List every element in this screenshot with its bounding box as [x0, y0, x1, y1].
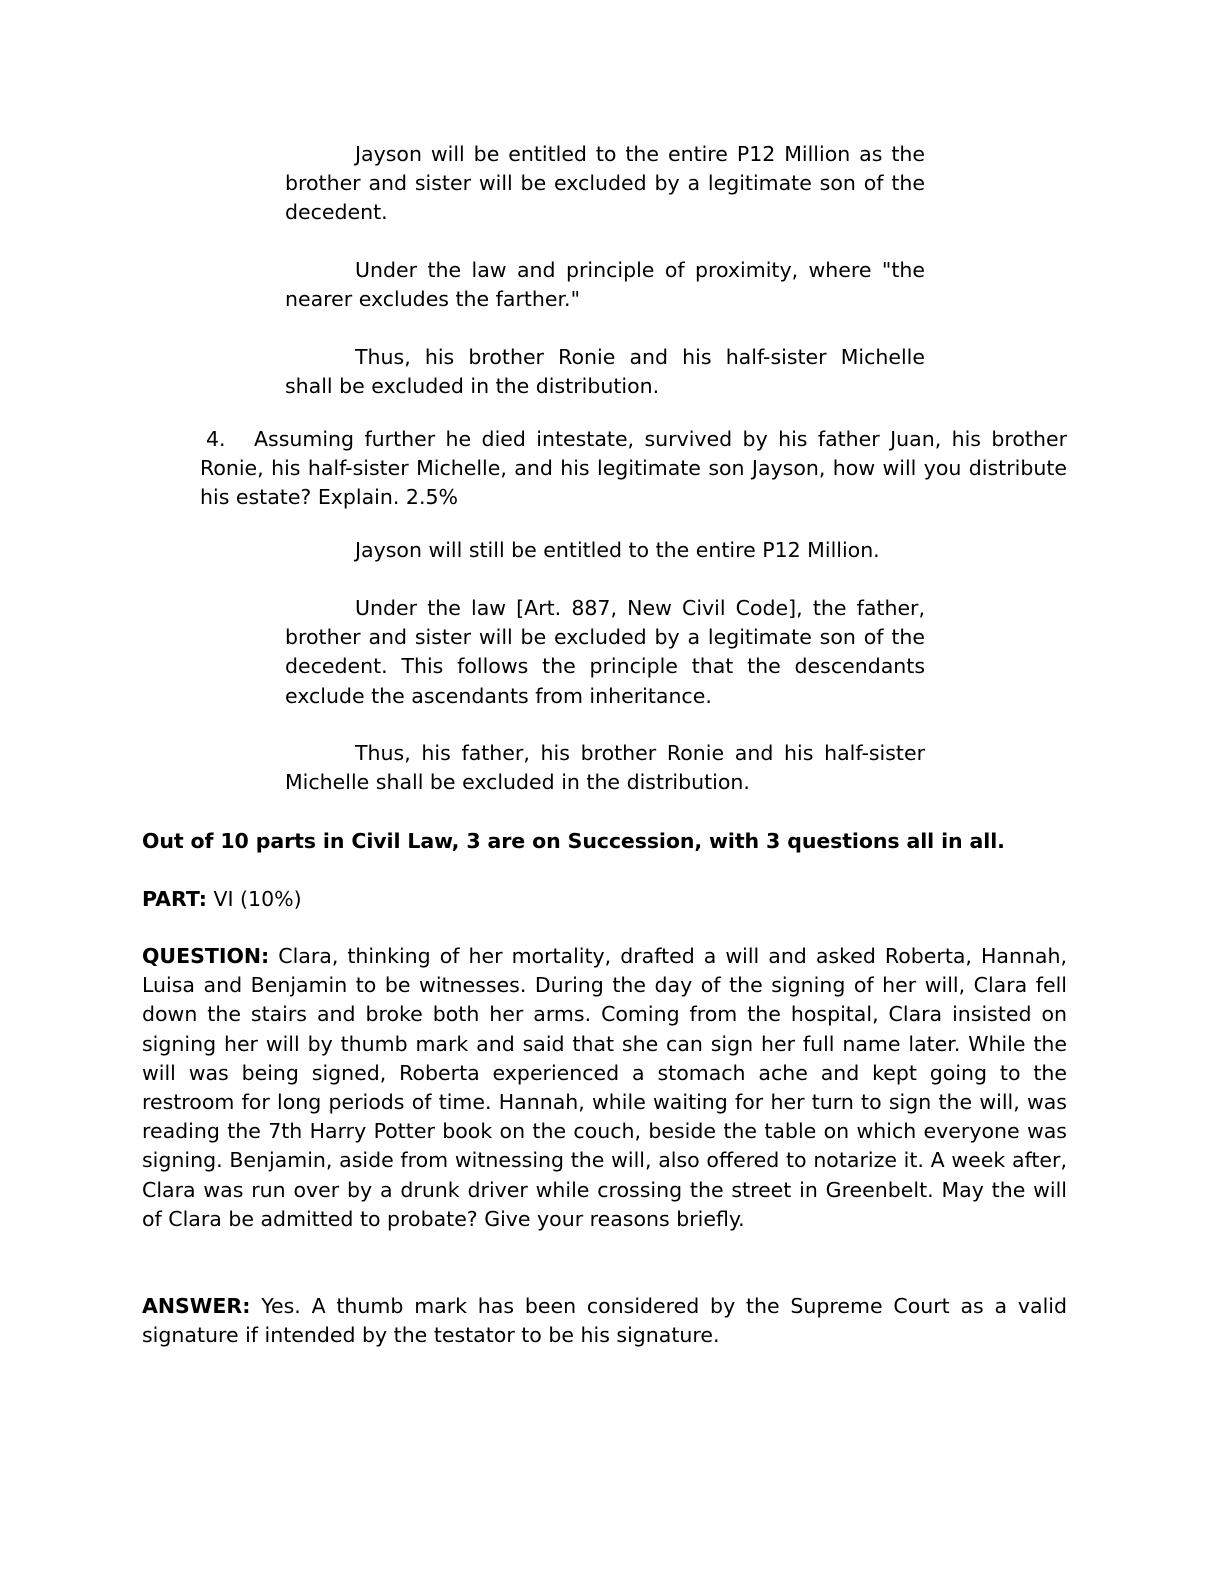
part-heading [142, 885, 1067, 914]
part-value: VI (10%) [213, 887, 302, 911]
answer4-paragraph-3: Thus, his father, his brother Ronie and his half-sister Michelle shall be excluded in the distribution. [285, 741, 925, 795]
part-label: PART: [142, 887, 207, 911]
question-label: QUESTION: [142, 944, 270, 968]
answer3-paragraph-2: Under the law and principle of proximity, where "the nearer excludes the farther." [285, 258, 925, 312]
question4-number: 4. [206, 427, 226, 451]
answer-text: Yes. A thumb mark has been considered by the Supreme Court as a valid signature if intended by the testator to be his signature. [142, 1294, 1067, 1348]
succession-summary: Out of 10 parts in Civil Law, 3 are on Succession, with 3 questions all in all. [142, 829, 1005, 853]
answer4-paragraph-2: Under the law [Art. 887, New Civil Code], the father, brother and sister will be excluded by a legitimate son of the decedent. This follows the principle that the descendants exclude the ascendants from inheritance. [285, 596, 925, 708]
answer-paragraph [142, 1292, 1067, 1350]
question4-paragraph [200, 425, 1067, 513]
question4-text: Assuming further he died intestate, survived by his father Juan, his brother Ronie, his half-sister Michelle, and his legitimate son Jayson, how will you distribute his estate? Explain. 2.5% [200, 427, 1067, 510]
answer-label: ANSWER: [142, 1294, 251, 1318]
answer3-paragraph-3: Thus, his brother Ronie and his half-sister Michelle shall be excluded in the distribution. [285, 345, 925, 399]
question-paragraph [142, 942, 1067, 1234]
answer4-paragraph-1: Jayson will still be entitled to the entire P12 Million. [355, 538, 880, 562]
question-text: Clara, thinking of her mortality, drafted a will and asked Roberta, Hannah, Luisa and Benjamin to be witnesses. During the day of the signing of her will, Clara fell down the stairs and broke both her arms. Coming from the hospital, Clara insisted on signing her will by thumb mark and said that she can sign her full name later. While the will was being signed, Roberta experienced a stomach ache and kept going to the restroom for long periods of time. Hannah, while waiting for her turn to sign the will, was reading the 7th Harry Potter book on the couch, beside the table on which everyone was signing. Benjamin, aside from witnessing the will, also offered to notarize it. A week after, Clara was run over by a drunk driver while crossing the street in Greenbelt. May the will of Clara be admitted to probate? Give your reasons briefly. [142, 944, 1067, 1231]
answer3-paragraph-1: Jayson will be entitled to the entire P12 Million as the brother and sister will be excluded by a legitimate son of the decedent. [285, 142, 925, 225]
